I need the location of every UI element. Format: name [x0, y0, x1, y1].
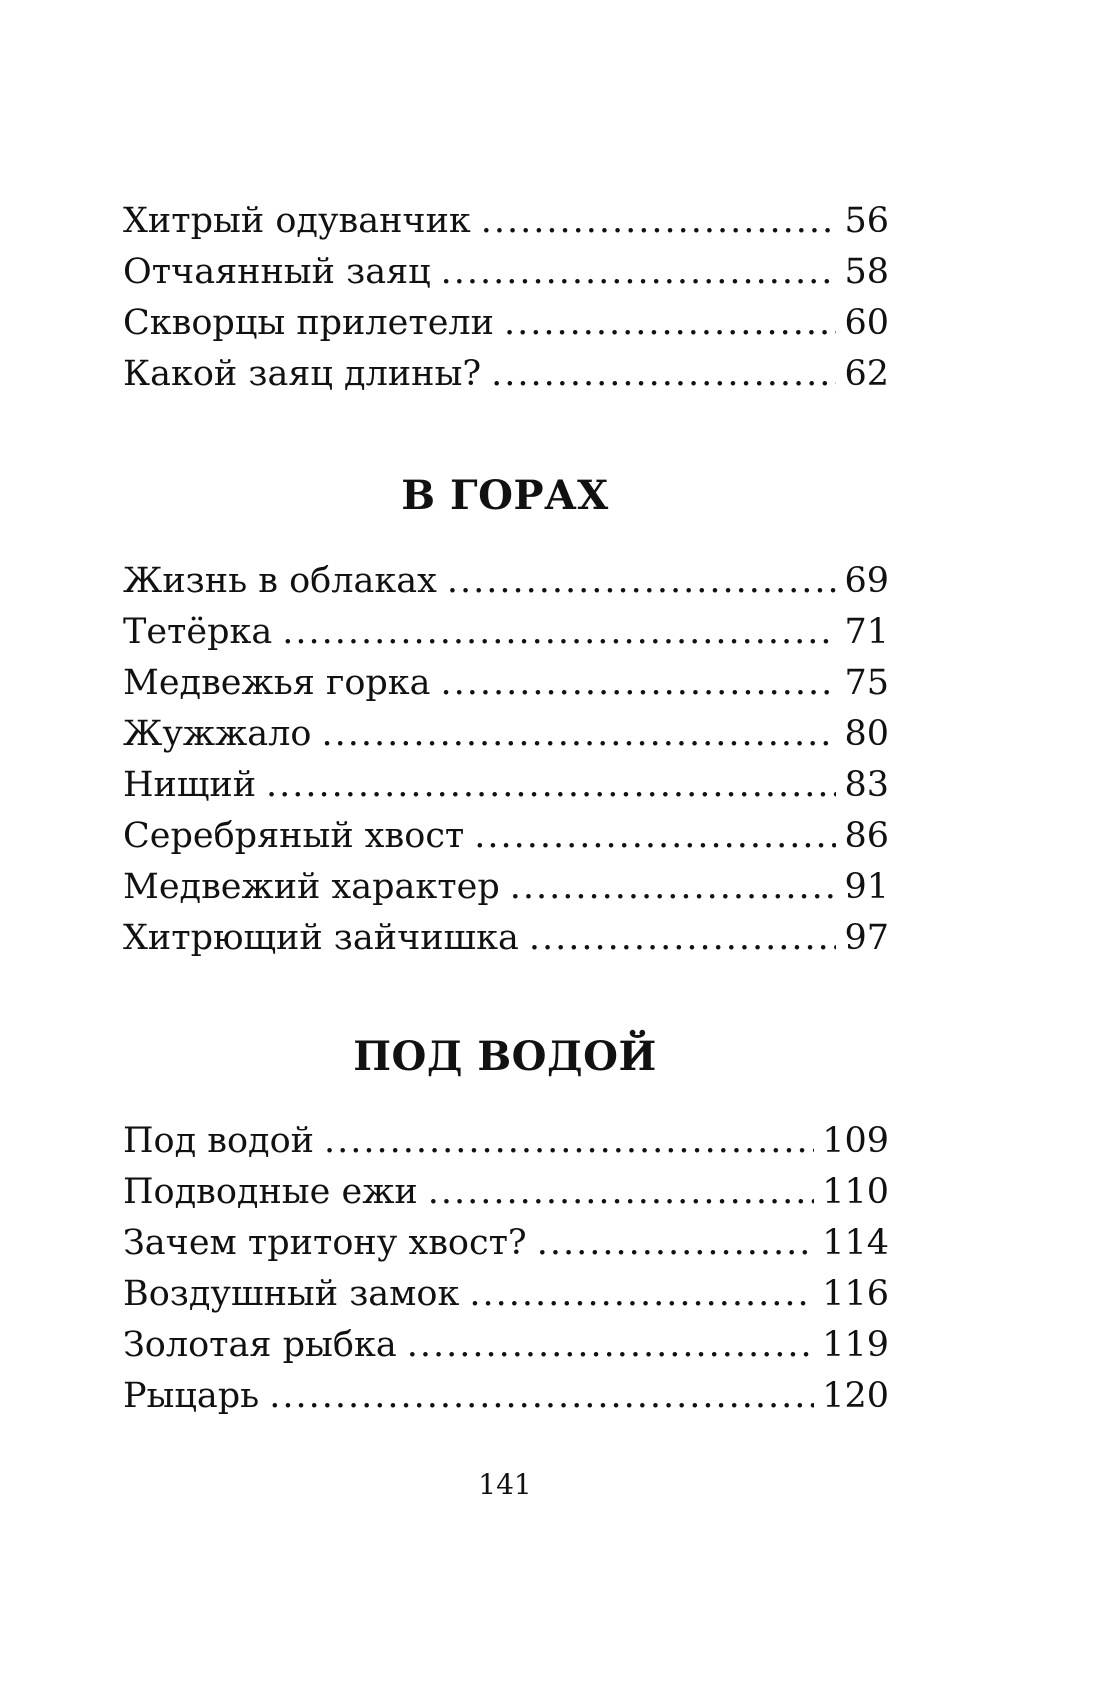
dot-leader [469, 1269, 814, 1320]
toc-entry [123, 1116, 889, 1167]
dot-leader [510, 862, 837, 913]
toc-group-underwater [123, 1116, 889, 1422]
toc-entry-title: Нищий [123, 765, 257, 805]
toc-entry-page: 86 [844, 816, 889, 856]
toc-entry-title: Какой заяц длины? [123, 354, 482, 394]
toc-entry-title: Зачем тритону хвост? [123, 1223, 527, 1263]
dot-leader [269, 1371, 814, 1422]
toc-entry [123, 196, 889, 247]
toc-entry [123, 298, 889, 349]
toc-entry-page: 62 [844, 354, 889, 394]
toc-entry-page: 110 [822, 1172, 889, 1212]
dot-leader [282, 607, 836, 658]
dot-leader [324, 1116, 814, 1167]
toc-entry [123, 556, 889, 607]
toc-entry [123, 247, 889, 298]
toc-entry-title: Хитрющий зайчишка [123, 918, 519, 958]
toc-entry-title: Золотая рыбка [123, 1325, 397, 1365]
toc-entry [123, 658, 889, 709]
toc-entry [123, 811, 889, 862]
toc-entry [123, 760, 889, 811]
dot-leader [441, 247, 837, 298]
toc-entry [123, 1320, 889, 1371]
toc-entry [123, 349, 889, 400]
dot-leader [537, 1218, 814, 1269]
toc-entry-title: Скворцы прилетели [123, 303, 494, 343]
toc-entry-page: 80 [844, 714, 889, 754]
section-heading-underwater: ПОД ВОДОЙ [353, 1033, 657, 1080]
dot-leader [491, 349, 836, 400]
toc-entry [123, 607, 889, 658]
toc-entry [123, 1269, 889, 1320]
dot-leader [321, 709, 836, 760]
toc-entry-page: 116 [822, 1274, 889, 1314]
toc-entry [123, 709, 889, 760]
toc-entry [123, 1167, 889, 1218]
toc-entry [123, 1218, 889, 1269]
dot-leader [481, 196, 837, 247]
toc-entry-page: 97 [844, 918, 889, 958]
toc-entry-title: Хитрый одуванчик [123, 201, 471, 241]
dot-leader [266, 760, 836, 811]
toc-entry-title: Воздушный замок [123, 1274, 460, 1314]
toc-entry-page: 83 [844, 765, 889, 805]
toc-entry-page: 109 [822, 1121, 889, 1161]
dot-leader [441, 658, 837, 709]
dot-leader [504, 298, 836, 349]
toc-entry [123, 1371, 889, 1422]
dot-leader [474, 811, 836, 862]
toc-entry-page: 56 [844, 201, 889, 241]
toc-entry-page: 69 [844, 561, 889, 601]
toc-entry-title: Медвежий характер [123, 867, 500, 907]
toc-entry-page: 75 [844, 663, 889, 703]
toc-entry-title: Жизнь в облаках [123, 561, 437, 601]
section-heading-mountains: В ГОРАХ [401, 472, 609, 519]
toc-group-mountains [123, 556, 889, 964]
toc-entry-title: Серебряный хвост [123, 816, 465, 856]
toc-entry-title: Рыцарь [123, 1376, 260, 1416]
toc-entry-page: 119 [822, 1325, 889, 1365]
dot-leader [529, 913, 837, 964]
toc-entry [123, 913, 889, 964]
toc-entry-page: 91 [844, 867, 889, 907]
toc-entry-page: 58 [844, 252, 889, 292]
toc-entry-page: 114 [822, 1223, 889, 1263]
toc-entry [123, 862, 889, 913]
toc-entry-page: 120 [822, 1376, 889, 1416]
toc-entry-title: Жужжало [123, 714, 312, 754]
toc-entry-page: 60 [844, 303, 889, 343]
toc-entry-page: 71 [844, 612, 889, 652]
dot-leader [428, 1167, 814, 1218]
dot-leader [407, 1320, 814, 1371]
toc-entry-title: Подводные ежи [123, 1172, 418, 1212]
toc-group-1 [123, 196, 889, 400]
toc-entry-title: Под водой [123, 1121, 314, 1161]
page-number: 141 [478, 1468, 532, 1501]
toc-entry-title: Медвежья горка [123, 663, 431, 703]
toc-entry-title: Отчаянный заяц [123, 252, 431, 292]
toc-entry-title: Тетёрка [123, 612, 273, 652]
dot-leader [447, 556, 837, 607]
